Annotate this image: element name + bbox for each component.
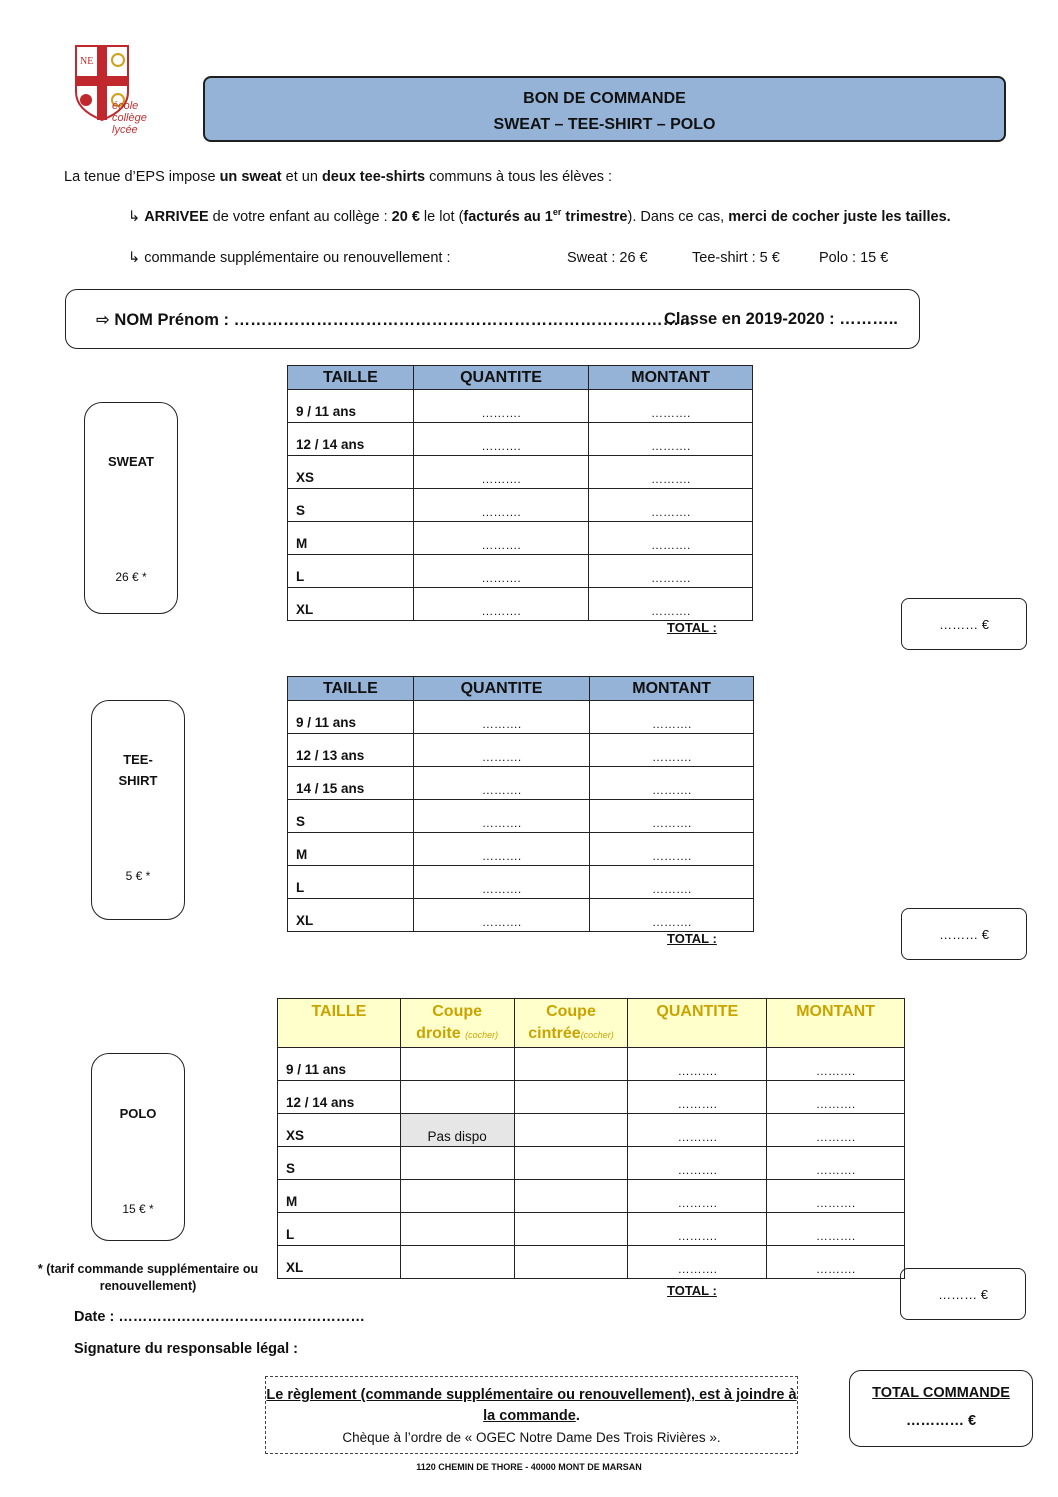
- sweat-label-box: [84, 402, 178, 614]
- intro-paragraph: La tenue d’EPS impose un sweat et un deux tee-shirts communs à tous les élèves :: [64, 169, 613, 185]
- size-cell: M: [278, 1180, 401, 1213]
- polo-total-field[interactable]: ……… €: [900, 1268, 1026, 1320]
- name-field[interactable]: ⇨ NOM Prénom : …………………………………………………………………………: [96, 311, 696, 329]
- amount-field[interactable]: ……….: [590, 833, 754, 866]
- tee-label-line1: TEE-: [123, 752, 153, 767]
- size-cell: XL: [288, 588, 414, 621]
- table-row: [288, 866, 754, 899]
- class-field[interactable]: Classe en 2019-2020 : ………..: [664, 310, 898, 328]
- total-order-field[interactable]: ………… €: [905, 1413, 977, 1429]
- size-cell: 14 / 15 ans: [288, 767, 414, 800]
- quantity-field[interactable]: ……….: [413, 522, 589, 555]
- size-cell: 12 / 14 ans: [278, 1081, 401, 1114]
- amount-field[interactable]: ……….: [767, 1246, 905, 1279]
- amount-field[interactable]: ……….: [590, 734, 754, 767]
- table-row: [288, 489, 753, 522]
- amount-field[interactable]: ……….: [767, 1180, 905, 1213]
- table-row: [278, 1048, 905, 1081]
- size-cell: S: [278, 1147, 401, 1180]
- tee-label-line2: SHIRT: [118, 773, 158, 788]
- table-header-row: [288, 677, 754, 701]
- table-header-row: [278, 999, 905, 1048]
- arrow-right-icon: ⇨: [96, 311, 110, 329]
- coupe-droite-checkbox[interactable]: [400, 1180, 514, 1213]
- quantity-field[interactable]: ……….: [628, 1180, 767, 1213]
- signature-label: Signature du responsable légal :: [74, 1341, 298, 1357]
- quantity-field[interactable]: ……….: [413, 899, 590, 932]
- header-taille: TAILLE: [278, 999, 401, 1048]
- quantity-field[interactable]: ……….: [413, 833, 590, 866]
- tee-total-field[interactable]: ……… €: [901, 908, 1027, 960]
- header-quantite: QUANTITE: [413, 677, 590, 701]
- size-cell: L: [278, 1213, 401, 1246]
- price-tee: Tee-shirt : 5 €: [692, 250, 780, 266]
- payment-instruction: Le règlement (commande supplémentaire ou renouvellement), est à joindre à la commande: [266, 1387, 797, 1424]
- size-cell: 12 / 13 ans: [288, 734, 414, 767]
- total-order-box: [849, 1370, 1033, 1447]
- total-order-label: TOTAL COMMANDE: [872, 1385, 1010, 1401]
- table-header-row: [288, 366, 753, 390]
- table-row: [278, 1213, 905, 1246]
- polo-label-box: [91, 1053, 185, 1241]
- coupe-cintree-checkbox[interactable]: [514, 1048, 628, 1081]
- amount-field[interactable]: ……….: [767, 1081, 905, 1114]
- table-row: [288, 555, 753, 588]
- amount-field[interactable]: ……….: [589, 423, 753, 456]
- logo-text: école collège lycée: [112, 100, 147, 136]
- amount-field[interactable]: ……….: [767, 1048, 905, 1081]
- payment-note: Le règlement (commande supplémentaire ou renouvellement), est à joindre à la commande. Chèque à l’ordre de « OGEC Notre Dame Des Trois Rivières ».: [265, 1376, 798, 1454]
- quantity-field[interactable]: ……….: [413, 489, 589, 522]
- amount-field[interactable]: ……….: [590, 767, 754, 800]
- table-row: [288, 800, 754, 833]
- size-cell: 9 / 11 ans: [278, 1048, 401, 1081]
- header-montant: MONTANT: [590, 677, 754, 701]
- table-row: [278, 1180, 905, 1213]
- coupe-droite-checkbox[interactable]: [400, 1048, 514, 1081]
- quantity-field[interactable]: ……….: [628, 1081, 767, 1114]
- amount-field[interactable]: ……….: [590, 701, 754, 734]
- form-subtitle: SWEAT – TEE-SHIRT – POLO: [493, 116, 716, 133]
- table-row: [288, 734, 754, 767]
- unavailable-cell: Pas dispo: [400, 1114, 514, 1147]
- quantity-field[interactable]: ……….: [413, 866, 590, 899]
- quantity-field[interactable]: ……….: [628, 1147, 767, 1180]
- form-title: BON DE COMMANDE: [523, 90, 686, 107]
- polo-table: [277, 998, 905, 1279]
- quantity-field[interactable]: ……….: [628, 1246, 767, 1279]
- table-row: [288, 522, 753, 555]
- size-cell: 12 / 14 ans: [288, 423, 414, 456]
- amount-field[interactable]: ……….: [590, 866, 754, 899]
- renewal-note: ↳ commande supplémentaire ou renouvellement :: [128, 250, 451, 266]
- tee-price: 5 € *: [125, 869, 151, 883]
- size-cell: XS: [288, 456, 414, 489]
- coupe-droite-checkbox[interactable]: [400, 1246, 514, 1279]
- amount-field[interactable]: ……….: [589, 456, 753, 489]
- form-title-box: [203, 76, 1006, 142]
- header-quantite: QUANTITE: [413, 366, 589, 390]
- polo-price: 15 € *: [122, 1202, 154, 1216]
- header-taille: TAILLE: [288, 366, 414, 390]
- quantity-field[interactable]: ……….: [413, 800, 590, 833]
- amount-field[interactable]: ……….: [589, 522, 753, 555]
- amount-field[interactable]: ……….: [590, 899, 754, 932]
- coupe-cintree-checkbox[interactable]: [514, 1246, 628, 1279]
- size-cell: S: [288, 489, 414, 522]
- arrow-icon: ↳: [128, 250, 141, 266]
- tee-table: [287, 676, 754, 932]
- price-polo: Polo : 15 €: [819, 250, 889, 266]
- sweat-price: 26 € *: [115, 570, 147, 584]
- size-cell: S: [288, 800, 414, 833]
- arrival-note: ↳ ARRIVEE de votre enfant au collège : 20 € le lot (facturés au 1er trimestre). Dans ce cas, merci de cocher juste les tailles.: [128, 207, 951, 225]
- tee-label-box: [91, 700, 185, 920]
- amount-field[interactable]: ……….: [767, 1147, 905, 1180]
- tee-total-label: TOTAL :: [667, 931, 717, 946]
- quantity-field[interactable]: ……….: [413, 456, 589, 489]
- table-row: [288, 767, 754, 800]
- amount-field[interactable]: ……….: [589, 390, 753, 423]
- sweat-total-field[interactable]: ……… €: [901, 598, 1027, 650]
- table-row: [278, 1081, 905, 1114]
- coupe-cintree-checkbox[interactable]: [514, 1213, 628, 1246]
- size-cell: 9 / 11 ans: [288, 701, 414, 734]
- quantity-field[interactable]: ……….: [413, 767, 590, 800]
- sweat-table: [287, 365, 753, 621]
- table-row: [288, 899, 754, 932]
- coupe-droite-checkbox[interactable]: [400, 1081, 514, 1114]
- quantity-field[interactable]: ……….: [413, 734, 590, 767]
- table-row: [288, 456, 753, 489]
- coupe-cintree-checkbox[interactable]: [514, 1180, 628, 1213]
- sweat-total-label: TOTAL :: [667, 620, 717, 635]
- price-footnote: * (tarif commande supplémentaire ou renouvellement): [37, 1262, 259, 1293]
- quantity-field[interactable]: ……….: [413, 423, 589, 456]
- table-row: [278, 1147, 905, 1180]
- size-cell: XL: [288, 899, 414, 932]
- header-coupe-cintree: Coupe cintrée(cocher): [514, 999, 628, 1048]
- footer-address: 1120 CHEMIN DE THORE - 40000 MONT DE MARSAN: [416, 1462, 642, 1472]
- amount-field[interactable]: ……….: [589, 489, 753, 522]
- svg-text:NE: NE: [80, 56, 94, 67]
- amount-field[interactable]: ……….: [589, 555, 753, 588]
- size-cell: M: [288, 833, 414, 866]
- coupe-droite-checkbox[interactable]: [400, 1147, 514, 1180]
- coupe-cintree-checkbox[interactable]: [514, 1081, 628, 1114]
- quantity-field[interactable]: ……….: [628, 1213, 767, 1246]
- quantity-field[interactable]: ……….: [413, 588, 589, 621]
- amount-field[interactable]: ……….: [590, 800, 754, 833]
- arrow-icon: ↳: [128, 208, 141, 225]
- quantity-field[interactable]: ……….: [413, 701, 590, 734]
- coupe-cintree-checkbox[interactable]: [514, 1147, 628, 1180]
- size-cell: L: [288, 866, 414, 899]
- quantity-field[interactable]: ……….: [628, 1114, 767, 1147]
- size-cell: XL: [278, 1246, 401, 1279]
- amount-field[interactable]: ……….: [767, 1114, 905, 1147]
- sweat-label: SWEAT: [108, 454, 154, 469]
- table-row: [288, 588, 753, 621]
- table-row: [288, 833, 754, 866]
- coupe-cintree-checkbox[interactable]: [514, 1114, 628, 1147]
- amount-field[interactable]: ……….: [767, 1213, 905, 1246]
- quantity-field[interactable]: ……….: [628, 1048, 767, 1081]
- amount-field[interactable]: ……….: [589, 588, 753, 621]
- name-box: [65, 289, 920, 349]
- table-row: [288, 423, 753, 456]
- header-montant: MONTANT: [589, 366, 753, 390]
- coupe-droite-checkbox[interactable]: [400, 1213, 514, 1246]
- date-field[interactable]: Date : ……………………………………………: [74, 1309, 365, 1325]
- price-sweat: Sweat : 26 €: [567, 250, 648, 266]
- size-cell: XS: [278, 1114, 401, 1147]
- cheque-note: Chèque à l’ordre de « OGEC Notre Dame Des Trois Rivières ».: [342, 1430, 721, 1445]
- table-row: [288, 390, 753, 423]
- table-row: [278, 1246, 905, 1279]
- polo-label: POLO: [119, 1106, 157, 1121]
- size-cell: L: [288, 555, 414, 588]
- table-row: [288, 701, 754, 734]
- quantity-field[interactable]: ……….: [413, 555, 589, 588]
- header-coupe-droite: Coupe droite (cocher): [400, 999, 514, 1048]
- header-taille: TAILLE: [288, 677, 414, 701]
- size-cell: 9 / 11 ans: [288, 390, 414, 423]
- polo-total-label: TOTAL :: [667, 1283, 717, 1298]
- school-logo: [72, 42, 192, 142]
- header-quantite: QUANTITE: [628, 999, 767, 1048]
- table-row: [278, 1114, 905, 1147]
- size-cell: M: [288, 522, 414, 555]
- quantity-field[interactable]: ……….: [413, 390, 589, 423]
- header-montant: MONTANT: [767, 999, 905, 1048]
